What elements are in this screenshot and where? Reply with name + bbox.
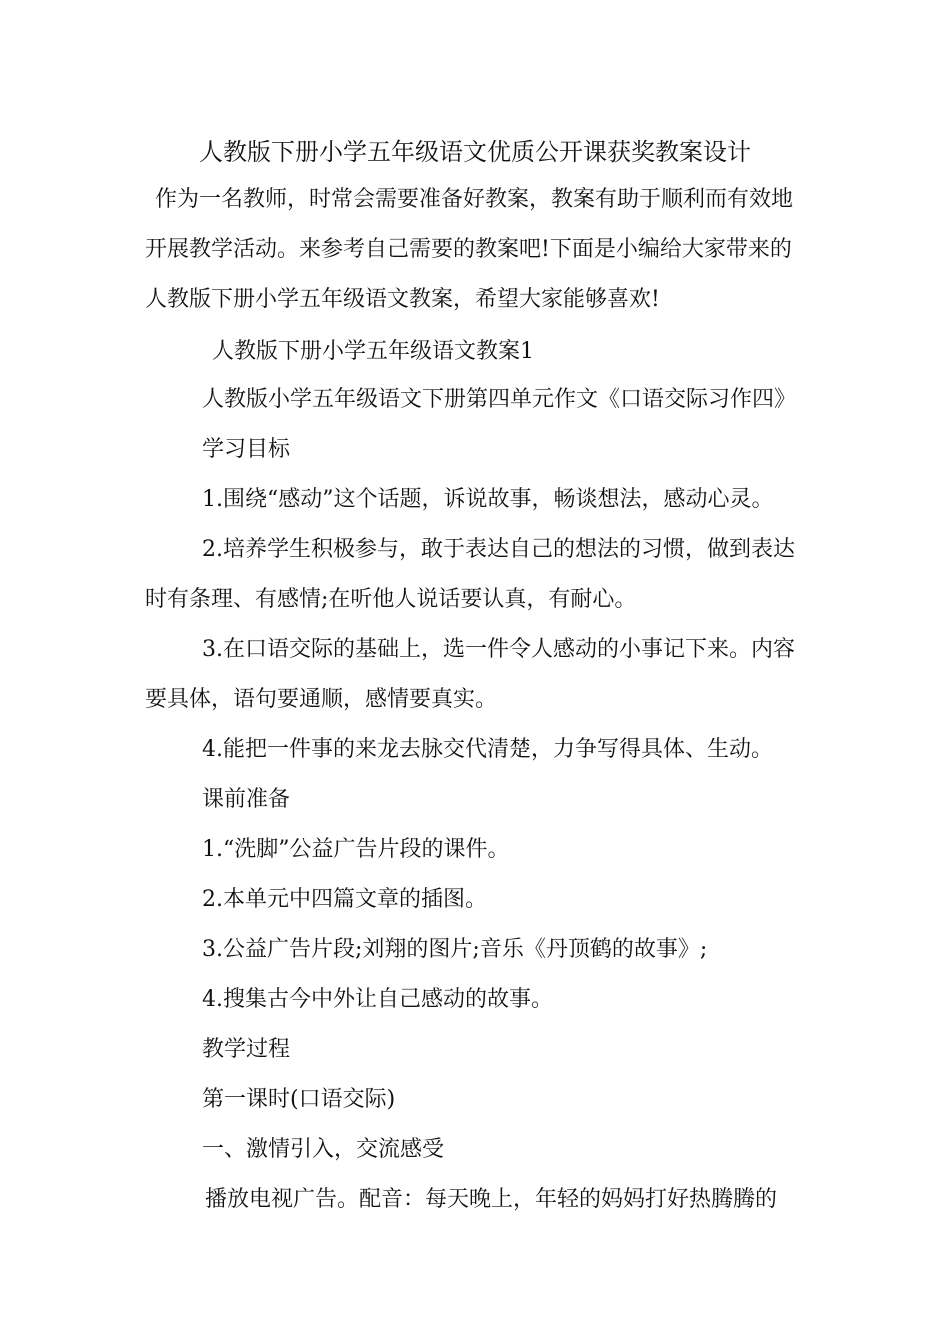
- step-one-text: 播放电视广告。配音：每天晚上，年轻的妈妈打好热腾腾的: [205, 1187, 778, 1212]
- goal-line-6: 4.能把一件事的来龙去脉交代清楚，力争写得具体、生动。: [202, 737, 773, 762]
- section-title: 人教版下册小学五年级语文教案1: [212, 339, 534, 364]
- process-heading: 教学过程: [202, 1037, 291, 1062]
- prep-line-3: 3.公益广告片段;刘翔的图片;音乐《丹顶鹤的故事》;: [202, 937, 708, 962]
- intro-line-1: 作为一名教师，时常会需要准备好教案，教案有助于顺利而有效地: [155, 187, 794, 212]
- goals-heading: 学习目标: [202, 437, 291, 462]
- prep-heading: 课前准备: [202, 787, 291, 812]
- unit-title: 人教版小学五年级语文下册第四单元作文《口语交际习作四》: [202, 387, 797, 412]
- lesson-one-heading: 第一课时(口语交际): [202, 1087, 396, 1112]
- goal-line-1: 1.围绕“感动”这个话题，诉说故事，畅谈想法，感动心灵。: [202, 487, 774, 512]
- prep-line-2: 2.本单元中四篇文章的插图。: [202, 887, 487, 912]
- prep-line-1: 1.“洗脚”公益广告片段的课件。: [202, 837, 510, 862]
- goal-line-2: 2.培养学生积极参与，敢于表达自己的想法的习惯，做到表达: [202, 537, 795, 562]
- prep-line-4: 4.搜集古今中外让自己感动的故事。: [202, 987, 553, 1012]
- intro-line-2: 开展教学活动。来参考自己需要的教案吧!下面是小编给大家带来的: [145, 237, 792, 262]
- goal-line-3: 时有条理、有感情;在听他人说话要认真，有耐心。: [145, 587, 637, 612]
- document-title: 人教版下册小学五年级语文优质公开课获奖教案设计: [199, 138, 751, 166]
- goal-line-5: 要具体，语句要通顺，感情要真实。: [145, 687, 498, 712]
- goal-line-4: 3.在口语交际的基础上，选一件令人感动的小事记下来。内容: [202, 637, 795, 662]
- step-one-heading: 一、激情引入，交流感受: [202, 1137, 445, 1162]
- intro-line-3: 人教版下册小学五年级语文教案，希望大家能够喜欢!: [145, 287, 660, 312]
